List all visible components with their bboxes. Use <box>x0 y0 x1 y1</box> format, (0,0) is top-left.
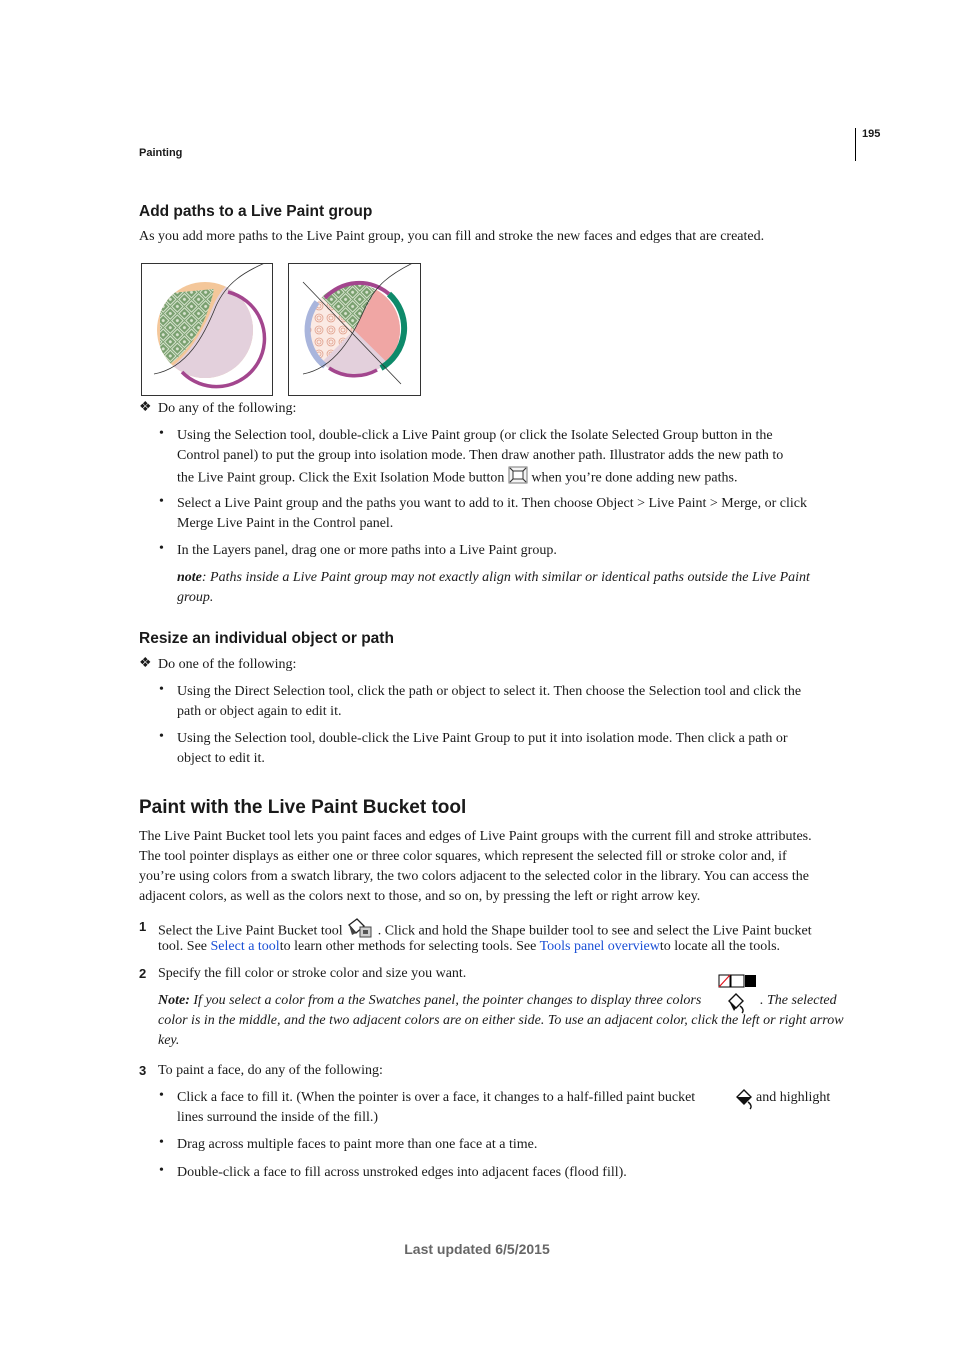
list-item-line: Control panel) to put the group into isolation mode. Then draw another path. Illustrator adds the new path to <box>177 448 784 463</box>
note-text: If you select a color from a the Swatches panel, the pointer changes to display three colors <box>189 993 702 1008</box>
note-label: note <box>177 570 202 585</box>
paragraph-line: The Live Paint Bucket tool lets you paint faces and edges of Live Paint groups with the current fill and stroke attributes. <box>139 829 812 844</box>
list-item: In the Layers panel, drag one or more paths into a Live Paint group. <box>177 543 557 558</box>
diamond-bullet-icon: ❖ <box>139 656 152 671</box>
list-item: Click a face to fill it. (When the pointer is over a face, it changes to a half-filled paint bucket <box>177 1090 696 1105</box>
figure-before <box>141 263 273 396</box>
heading-resize: Resize an individual object or path <box>139 630 394 647</box>
dot-bullet-icon: • <box>159 1163 164 1178</box>
figure-after <box>288 263 421 396</box>
note-line: color is in the middle, and the two adjacent colors are on either side. To use an adjacent color, click the left or right arrow <box>158 1013 844 1028</box>
list-item: Select a Live Paint group and the paths you want to add to it. Then choose Object > Live Paint > Merge, or click <box>177 496 807 511</box>
live-paint-before-illustration <box>142 264 272 395</box>
live-paint-after-illustration <box>289 264 420 395</box>
page-number: 195 <box>862 128 881 140</box>
list-item-line <box>177 466 737 491</box>
header-rule <box>855 128 856 161</box>
diamond-bullet-icon: ❖ <box>139 400 152 415</box>
step-text: tool. See <box>158 939 211 954</box>
list-item-text: the Live Paint group. Click the Exit Isolation Mode button <box>177 470 505 486</box>
paragraph-line: you’re using colors from a swatch library, the two colors adjacent to the selected color in the library. You can access the <box>139 869 809 884</box>
list-item-line: Merge Live Paint in the Control panel. <box>177 516 394 531</box>
heading-add-paths: Add paths to a Live Paint group <box>139 203 373 220</box>
step-do-one: Do one of the following: <box>158 657 297 672</box>
step-number: 3 <box>139 1063 147 1078</box>
note-text: : Paths inside a Live Paint group may not exactly align with similar or identical paths outside the Live Paint <box>201 570 810 585</box>
dot-bullet-icon: • <box>159 1135 164 1150</box>
step-number: 1 <box>139 919 147 934</box>
list-item-text: when you’re done adding new paths. <box>531 470 738 486</box>
step-text: To paint a face, do any of the following: <box>158 1063 383 1078</box>
half-filled-bucket-icon <box>734 1088 756 1115</box>
dot-bullet-icon: • <box>159 494 164 509</box>
step-number: 2 <box>139 966 147 981</box>
step-text: Select the Live Paint Bucket tool <box>158 923 343 939</box>
three-color-swatch-icon <box>718 974 758 993</box>
note <box>177 568 810 588</box>
dot-bullet-icon: • <box>159 729 164 744</box>
exit-isolation-mode-icon <box>508 466 528 491</box>
list-item-line: object to edit it. <box>177 751 265 766</box>
list-item: Using the Selection tool, double-click a Live Paint group (or click the Isolate Selected Group button in the <box>177 428 773 443</box>
note-text: . The selected <box>760 993 837 1008</box>
step-text: Specify the fill color or stroke color and size you want. <box>158 966 467 981</box>
step-text: to locate all the tools. <box>659 939 781 954</box>
dot-bullet-icon: • <box>159 1088 164 1103</box>
heading-paint-bucket: Paint with the Live Paint Bucket tool <box>139 797 467 818</box>
footer-last-updated: Last updated 6/5/2015 <box>404 1241 550 1257</box>
list-item: Using the Direct Selection tool, click the path or object to select it. Then choose the Selection tool and click the <box>177 684 802 699</box>
paragraph-line: adjacent colors, as well as the colors next to those, and so on, by pressing the left or right arrow key. <box>139 889 701 904</box>
note-line <box>158 991 701 1011</box>
list-item-line: path or object again to edit it. <box>177 704 342 719</box>
intro-paragraph: As you add more paths to the Live Paint group, you can fill and stroke the new faces and edges that are created. <box>139 229 765 244</box>
dot-bullet-icon: • <box>159 541 164 556</box>
list-item-line: lines surround the inside of the fill.) <box>177 1110 379 1125</box>
tools-panel-overview-link[interactable]: Tools panel overview <box>539 939 660 954</box>
section-label: Painting <box>139 147 183 159</box>
step-text: . Click and hold the Shape builder tool to see and select the Live Paint bucket <box>377 923 812 939</box>
select-a-tool-link[interactable]: Select a tool <box>210 939 280 954</box>
list-item: Using the Selection tool, double-click the Live Paint Group to put it into isolation mode. Then click a path or <box>177 731 788 746</box>
note-line: group. <box>177 590 214 605</box>
note-line: key. <box>158 1033 180 1048</box>
list-item: Double-click a face to fill across unstroked edges into adjacent faces (flood fill). <box>177 1165 627 1180</box>
paragraph-line: The tool pointer displays as either one or three color squares, which represent the selected fill or stroke color and, if <box>139 849 787 864</box>
step-do-any: Do any of the following: <box>158 401 297 416</box>
step-text: to learn other methods for selecting tools. See <box>279 939 540 954</box>
list-item: Drag across multiple faces to paint more than one face at a time. <box>177 1137 538 1152</box>
dot-bullet-icon: • <box>159 426 164 441</box>
note-label: Note: <box>158 993 190 1008</box>
dot-bullet-icon: • <box>159 682 164 697</box>
list-item-text: and highlight <box>756 1090 831 1105</box>
step-line <box>158 937 780 957</box>
